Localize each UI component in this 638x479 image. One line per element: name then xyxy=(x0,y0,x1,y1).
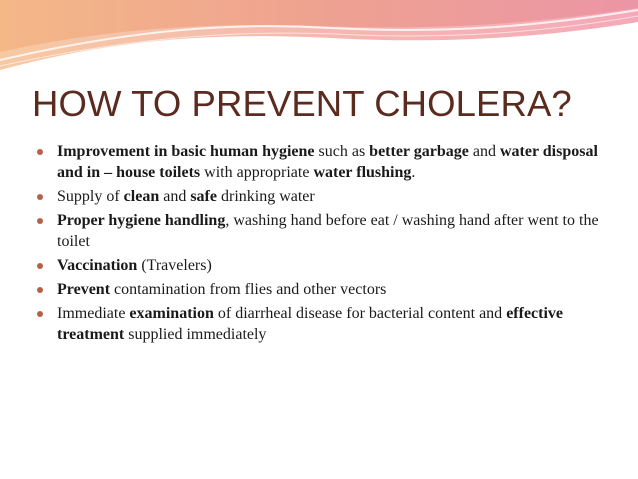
bullet-dot-icon xyxy=(37,263,43,269)
bullet-dot-icon xyxy=(37,194,43,200)
bullet-dot-icon xyxy=(37,311,43,317)
bullet-item-vaccination: Vaccination (Travelers) xyxy=(36,255,611,276)
slide-title: HOW TO PREVENT CHOLERA? xyxy=(32,83,572,124)
bullet-dot-icon xyxy=(37,218,43,224)
bullet-dot-icon xyxy=(37,287,43,293)
bullet-dot-icon xyxy=(37,149,43,155)
bullet-item-hand-hygiene: Proper hygiene handling, washing hand before eat / washing hand after went to the toilet xyxy=(36,210,611,252)
bullet-list xyxy=(36,141,611,348)
bullet-item-treatment: Immediate examination of diarrheal disease for bacterial content and effective treatment supplied immediately xyxy=(36,303,611,345)
bullet-item-water-supply: Supply of clean and safe drinking water xyxy=(36,186,611,207)
decorative-wave-banner xyxy=(0,0,638,80)
bullet-item-vectors: Prevent contamination from flies and other vectors xyxy=(36,279,611,300)
bullet-item-hygiene: Improvement in basic human hygiene such as better garbage and water disposal and in – house toilets with appropriate water flushing. xyxy=(36,141,611,183)
